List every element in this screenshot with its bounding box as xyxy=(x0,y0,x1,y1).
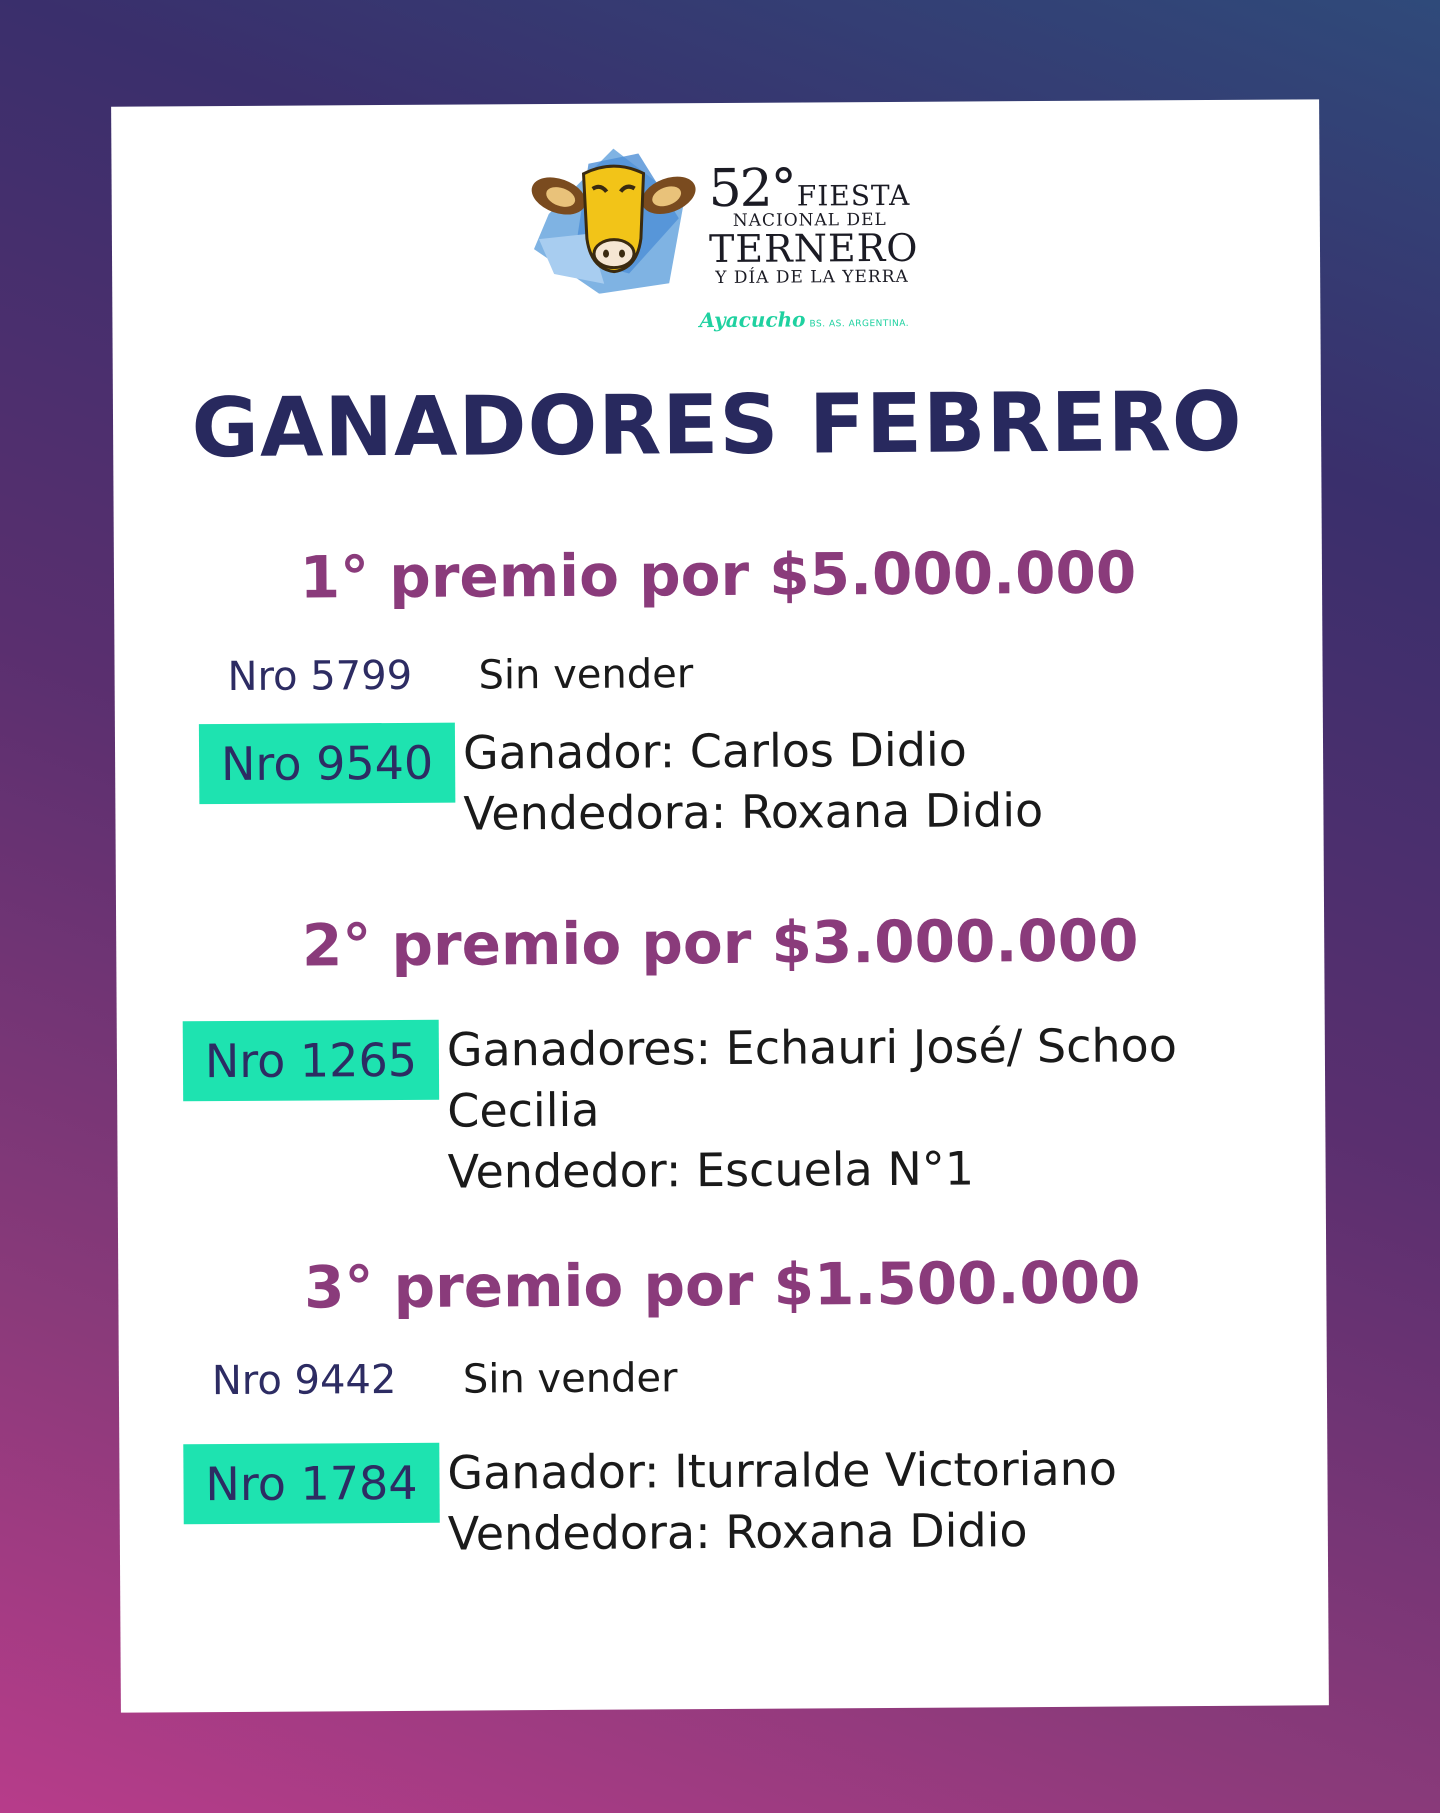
prize-2-seller-line: Vendedor: Escuela N°1 xyxy=(447,1141,975,1199)
prize-3-winner-details xyxy=(447,1439,1117,1565)
logo-nacional: NACIONAL DEL xyxy=(732,209,887,231)
prize-3-unsold-status: Sin vender xyxy=(462,1355,678,1403)
logo-location xyxy=(699,307,909,332)
prize-1-heading: 1° premio por $5.000.000 xyxy=(299,538,1137,612)
prize-3-winning-number-badge: Nro 1784 xyxy=(183,1443,439,1525)
prize-1-winning-number-badge: Nro 9540 xyxy=(199,723,455,805)
prize-3-winner-line: Ganador: Iturralde Victoriano xyxy=(447,1441,1118,1500)
prize-1-seller-line: Vendedora: Roxana Didio xyxy=(463,783,1044,841)
prize-2-winner-line-cont: Cecilia xyxy=(447,1082,600,1138)
prize-2-winner-line: Ganadores: Echauri José/ Schoo xyxy=(446,1018,1178,1077)
prize-2-winning-number-badge: Nro 1265 xyxy=(183,1020,439,1102)
prize-1-winner-details xyxy=(463,719,1043,845)
logo-wordmark xyxy=(708,158,919,289)
prize-1-winner-line: Ganador: Carlos Didio xyxy=(462,722,968,780)
event-logo xyxy=(528,142,949,345)
calf-logo-icon xyxy=(528,143,699,294)
prize-2-heading: 2° premio por $3.000.000 xyxy=(301,906,1139,980)
logo-region: BS. AS. ARGENTINA. xyxy=(809,318,910,330)
prize-3-heading: 3° premio por $1.500.000 xyxy=(303,1248,1141,1322)
prize-1-unsold-status: Sin vender xyxy=(478,651,694,699)
prize-1-unsold-number: Nro 5799 xyxy=(227,652,413,701)
page-title: GANADORES FEBRERO xyxy=(191,374,1243,477)
logo-city: Ayacucho xyxy=(699,307,806,333)
logo-fiesta: FIESTA xyxy=(796,178,911,213)
prize-3-seller-line: Vendedora: Roxana Didio xyxy=(447,1503,1028,1561)
logo-edition-number: 52° xyxy=(708,158,795,220)
announcement-card xyxy=(111,99,1329,1712)
logo-ternero: TERNERO xyxy=(708,225,919,272)
logo-yerra: Y DÍA DE LA YERRA xyxy=(715,266,909,289)
prize-2-winner-details xyxy=(447,1015,1178,1202)
prize-3-unsold-number: Nro 9442 xyxy=(211,1356,397,1405)
